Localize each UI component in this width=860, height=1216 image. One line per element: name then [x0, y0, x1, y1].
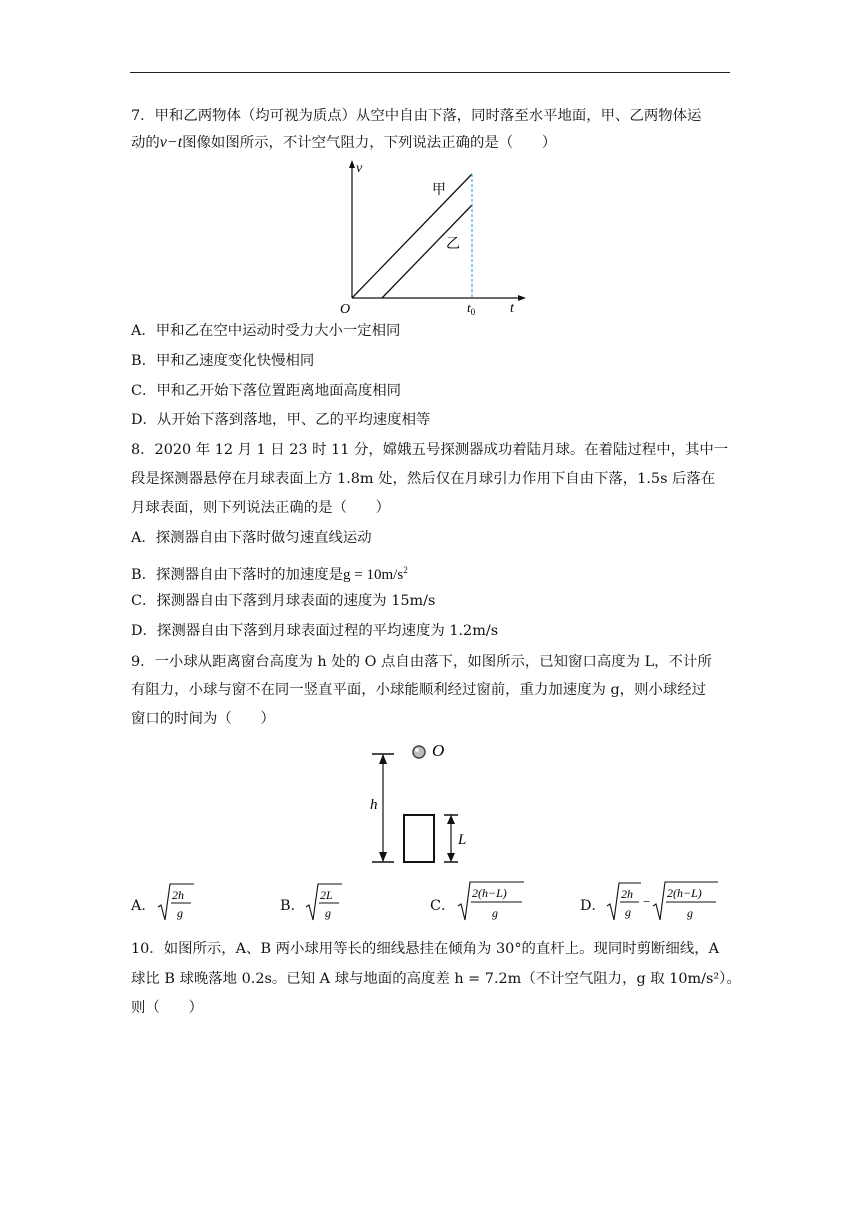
- q8-line-3: 月球表面，则下列说法正确的是（ ）: [131, 500, 391, 516]
- q10-line-3: 则（ ）: [131, 1000, 203, 1016]
- q8-option-d: D．探测器自由下落到月球表面过程的平均速度为 1.2m/s: [131, 623, 499, 639]
- q9-line-3: 窗口的时间为（ ）: [131, 711, 275, 727]
- svg-text:2h: 2h: [172, 888, 184, 902]
- q8-line-2: 段是探测器悬停在月球表面上方 1.8m 处，然后仅在月球引力作用下自由下落，1.5s 后落在: [131, 471, 716, 487]
- svg-text:2(h−L): 2(h−L): [667, 886, 702, 900]
- svg-text:g: g: [492, 906, 498, 920]
- q8-option-c: C．探测器自由下落到月球表面的速度为 15m/s: [131, 593, 436, 609]
- q7-line-2: 动的v−t图像如图所示，不计空气阻力，下列说法正确的是（ ）: [131, 134, 557, 151]
- q9-option-a-formula: [156, 880, 196, 924]
- svg-text:2(h−L): 2(h−L): [472, 886, 507, 900]
- t-axis-label: t: [510, 301, 514, 316]
- q9-line-1: 9．一小球从距离窗台高度为 h 处的 O 点自由落下，如图所示，已知窗口高度为 L，不计所: [131, 654, 712, 670]
- q9-option-c-label: C．: [430, 898, 456, 914]
- v-axis-label: v: [356, 161, 363, 176]
- origin-label: O: [340, 302, 351, 317]
- q9-option-c-formula: [456, 878, 526, 924]
- ball: [413, 746, 425, 758]
- svg-text:2h: 2h: [621, 887, 633, 901]
- q9-option-d-formula: [605, 878, 720, 924]
- q9-option-a-label: A．: [131, 898, 156, 914]
- q9-window-figure: [360, 738, 500, 868]
- svg-text:g: g: [177, 906, 183, 920]
- window: [404, 815, 434, 862]
- q8-option-a: A．探测器自由下落时做匀速直线运动: [131, 530, 372, 546]
- header-rule: [130, 72, 730, 73]
- q7-option-d: D．从开始下落到落地，甲、乙的平均速度相等: [131, 412, 431, 428]
- jia-label: 甲: [432, 183, 446, 198]
- jia-line: [352, 174, 472, 298]
- q9-option-b-formula: [304, 880, 344, 924]
- q7-line-1: 7．甲和乙两物体（均可视为质点）从空中自由下落，同时落至水平地面，甲、乙两物体运: [131, 108, 702, 124]
- q7-option-c: C．甲和乙开始下落位置距离地面高度相同: [131, 383, 402, 399]
- q7-vt-graph: [330, 158, 530, 318]
- h-label: h: [370, 797, 378, 813]
- q8-line-1: 8．2020 年 12 月 1 日 23 时 11 分，嫦娥五号探测器成功着陆月球。在着陆过程中，其中一: [131, 442, 729, 458]
- q8-option-b: B．探测器自由下落时的加速度是$g = 10m/s^2$: [131, 565, 408, 583]
- q7-option-a: A．甲和乙在空中运动时受力大小一定相同: [131, 323, 401, 339]
- q9-option-b-label: B．: [280, 898, 305, 914]
- q7-option-b: B．甲和乙速度变化快慢相同: [131, 353, 315, 369]
- q9-line-2: 有阻力，小球与窗不在同一竖直平面，小球能顺利经过窗前，重力加速度为 g，则小球经过: [131, 682, 707, 698]
- svg-text:−: −: [643, 894, 651, 909]
- l-label: L: [458, 832, 467, 848]
- svg-text:g: g: [325, 906, 331, 920]
- q9-option-d-label: D．: [580, 898, 606, 914]
- q10-line-1: 10．如图所示，A、B 两小球用等长的细线悬挂在倾角为 30°的直杆上。现同时剪断细线，A: [131, 941, 720, 957]
- yi-label: 乙: [446, 237, 460, 252]
- svg-text:g: g: [687, 906, 693, 920]
- t0-label: $t_0$: [467, 300, 476, 317]
- o-point-label: O: [432, 741, 445, 760]
- q10-line-2: 球比 B 球晚落地 0.2s。已知 A 球与地面的高度差 h = 7.2m（不计空气阻力，g 取 10m/s²）。: [131, 971, 741, 987]
- svg-text:g: g: [625, 905, 631, 919]
- svg-text:2L: 2L: [320, 888, 333, 902]
